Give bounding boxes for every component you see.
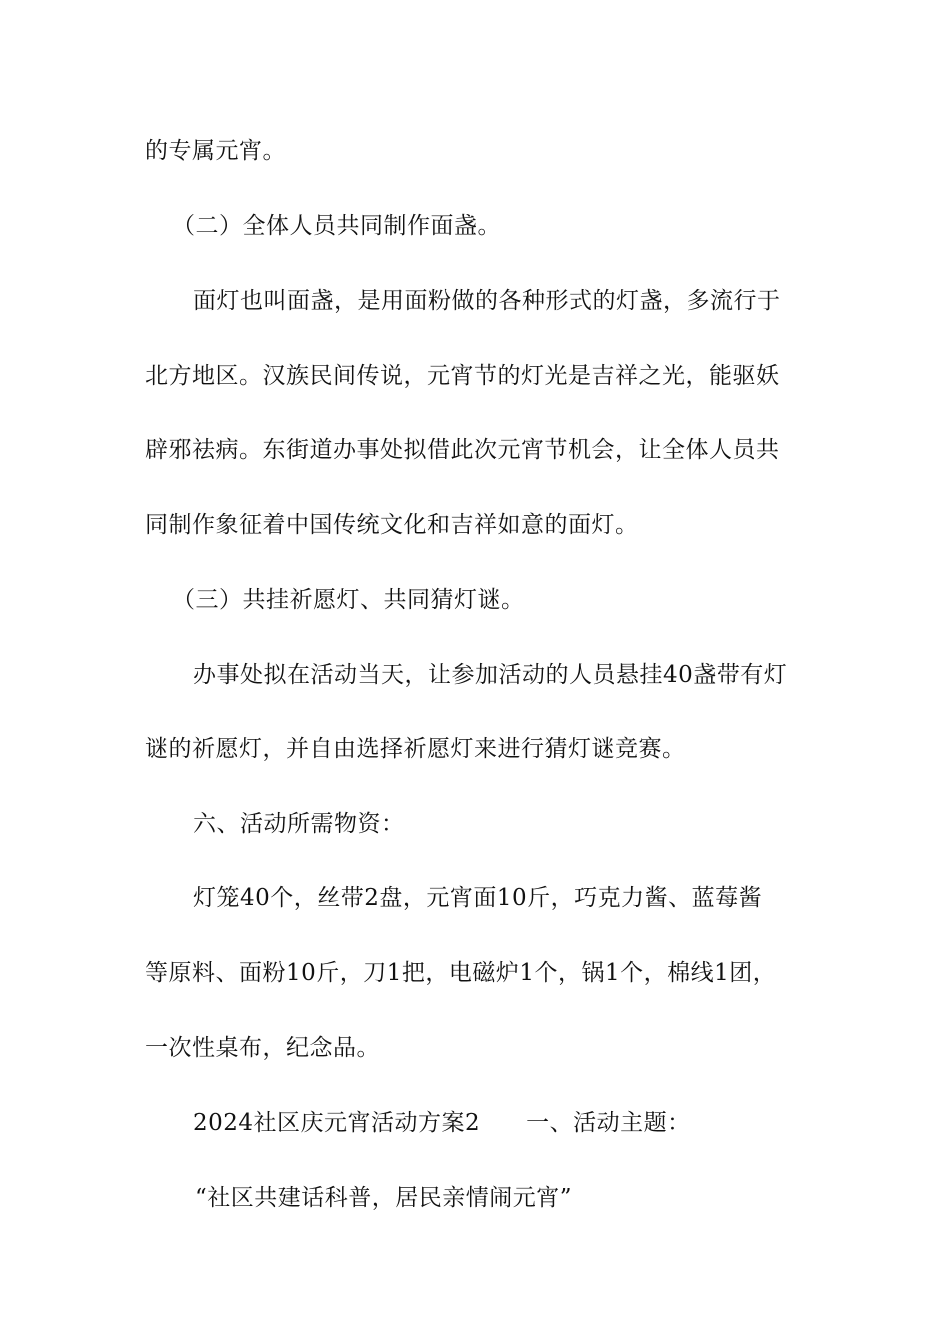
paragraph-line: 的专属元宵。 [145, 138, 286, 164]
paragraph-line: 等原料、面粉10斤，刀1把，电磁炉1个，锅1个，棉线1团， [145, 960, 777, 986]
plan-title: 2024社区庆元宵活动方案2 [193, 1110, 481, 1136]
paragraph-line: 谜的祈愿灯，并自由选择祈愿灯来进行猜灯谜竞赛。 [145, 736, 686, 762]
paragraph-line: 办事处拟在活动当天，让参加活动的人员悬挂40盏带有灯 [193, 662, 788, 688]
paragraph-line: 面灯也叫面盏，是用面粉做的各种形式的灯盏，多流行于 [193, 288, 781, 314]
theme-heading: 一、活动主题： [526, 1110, 691, 1136]
paragraph-line: 一次性桌布，纪念品。 [145, 1035, 380, 1061]
paragraph-line: 北方地区。汉族民间传说，元宵节的灯光是吉祥之光，能驱妖 [145, 363, 780, 389]
paragraph-line: 同制作象征着中国传统文化和吉祥如意的面灯。 [145, 512, 639, 538]
section-heading: （三）共挂祈愿灯、共同猜灯谜。 [172, 587, 525, 613]
paragraph-line: 灯笼40个，丝带2盘，元宵面10斤，巧克力酱、蓝莓酱 [193, 885, 763, 911]
section-heading: （二）全体人员共同制作面盏。 [172, 213, 501, 239]
plan-heading [193, 1108, 873, 1138]
paragraph-line: 辟邪祛病。东街道办事处拟借此次元宵节机会，让全体人员共 [145, 437, 780, 463]
theme-quote: “社区共建话科普，居民亲情闹元宵” [195, 1185, 573, 1211]
section-heading: 六、活动所需物资： [193, 811, 405, 837]
